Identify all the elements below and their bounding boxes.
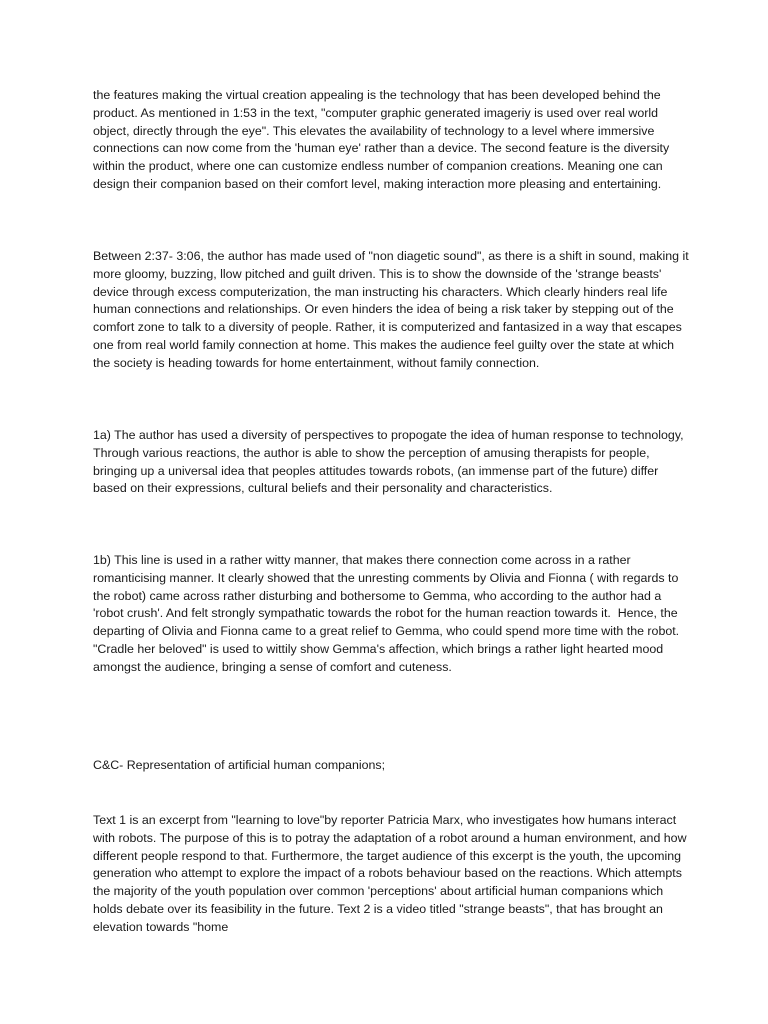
paragraph-answer-1b: 1b) This line is used in a rather witty manner, that makes there connection come across in a rather romanticising manner. It clearly showed that the unresting comments by Olivia and Fionna ( with regards to the robot) came across rather disturbing and bothersome to Gemma, who according to the author had a 'robot crush'. And felt strongly sympathatic towards the robot for the human reaction towards it. Hence, the departing of Olivia and Fionna came to a great relief to Gemma, who could spend more time with the robot. "Cradle her beloved" is used to wittily show Gemma's affection, which brings a rather light hearted mood amongst the audience, bringing a sense of comfort and cuteness. [93, 553, 683, 674]
paragraph-answer-1a: 1a) The author has used a diversity of perspectives to propogate the idea of human response to technology, Through various reactions, the author is able to show the perception of amusing therapists for people, bringing up a universal idea that peoples attitudes towards robots, (an immense part of the future) differ based on their expressions, cultural beliefs and their personality and characteristics. [93, 428, 687, 496]
paragraph-non-diagetic-sound: Between 2:37- 3:06, the author has made used of "non diagetic sound", as there is a shift in sound, making it more gloomy, buzzing, llow pitched and guilt driven. This is to show the downside of the 'strange beasts' device through excess computerization, the man instructing his characters. Which clearly hinders real life human connections and relationships. Or even hinders the idea of being a risk taker by stepping out of the comfort zone to talk to a diversity of people. Rather, it is computerized and fantasized in a way that escapes one from real world family connection at home. This makes the audience feel guilty over the state at which the society is heading towards for home entertainment, without family connection. [93, 249, 693, 370]
section-heading-cc: C&C- Representation of artificial human companions; [93, 758, 386, 772]
paragraph-text-comparison: Text 1 is an excerpt from "learning to love"by reporter Patricia Marx, who investigates how humans interact with robots. The purpose of this is to potray the adaptation of a robot around a human environment, and how different people respond to that. Furthermore, the target audience of this excerpt is the youth, the upcoming generation who attempt to explore the impact of a robots behaviour based on the reactions. Which attempts the majority of the youth population over common 'perceptions' about artificial human companions which holds debate over its feasibility in the future. Text 2 is a video titled "strange beasts", that has brought an elevation towards "home [93, 813, 690, 934]
paragraph-virtual-creation: the features making the virtual creation appealing is the technology that has been developed behind the product. As mentioned in 1:53 in the text, "computer graphic generated imageriy is used over real world object, directly through the eye". This elevates the availability of technology to a level where immersive connections can now come from the 'human eye' rather than a device. The second feature is the diversity within the product, where one can customize endless number of companion creations. Meaning one can design their companion based on their comfort level, making interaction more pleasing and entertaining. [93, 88, 673, 191]
